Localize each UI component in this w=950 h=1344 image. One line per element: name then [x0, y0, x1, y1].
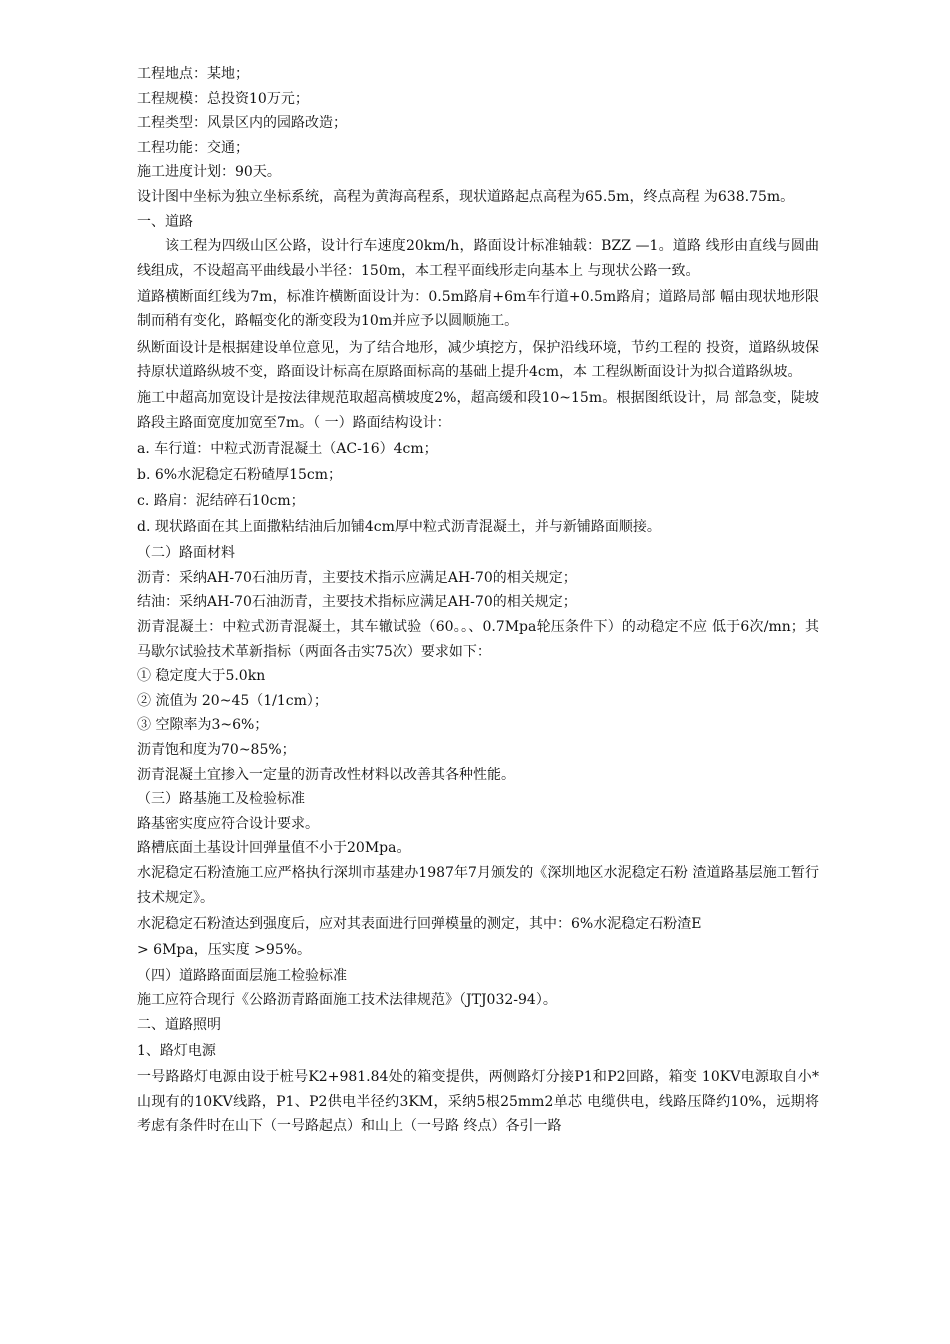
section-lighting-title: 二、道路照明	[137, 1017, 221, 1034]
modulus-test-line-1: 水泥稳定石粉渣达到强度后，应对其表面进行回弹模量的测定，其中：6%水泥稳定石粉渣E	[137, 915, 702, 932]
road-paragraph-4: 施工中超高加宽设计是按法律规范取超高横坡度2%，超高缓和段10~15m。根据图纸设计，局 部急变，陡坡路段主路面宽度加宽至7m。（ 一）路面结构设计：	[137, 390, 819, 431]
info-scale: 工程规模：总投资10万元；	[137, 90, 309, 107]
asphalt-saturation: 沥青饱和度为70~85%；	[137, 742, 296, 759]
document-page	[137, 62, 819, 1139]
cement-paragraph: 水泥稳定石粉渣施工应严格执行深圳市基建办1987年7月颁发的《深圳地区水泥稳定石粉 渣道路基层施工暂行技术规定》。	[137, 865, 819, 906]
structure-item-c: c. 路肩：泥结碎石10cm；	[137, 493, 305, 510]
materials-title: （二）路面材料	[137, 545, 235, 562]
material-asphalt: 沥青：采纳AH-70石油历青，主要技术指示应满足AH-70的相关规定；	[137, 569, 577, 586]
subgrade-title: （三）路基施工及检验标准	[137, 791, 305, 808]
asphalt-modifier: 沥青混凝土宜掺入一定量的沥青改性材料以改善其各种性能。	[137, 766, 515, 783]
requirement-flow: ② 流值为 20~45（1/1cm）；	[137, 692, 328, 709]
structure-item-d: d. 现状路面在其上面撒粘结油后加铺4cm厚中粒式沥青混凝土，并与新铺路面顺接。	[137, 519, 661, 536]
info-type: 工程类型：风景区内的园路改造；	[137, 115, 347, 132]
surface-inspection-standard: 施工应符合现行《公路沥青路面施工技术法律规范》（JTJ032-94）。	[137, 992, 557, 1009]
info-function: 工程功能：交通；	[137, 139, 249, 156]
coordinate-paragraph: 设计图中坐标为独立坐标系统，高程为黄海高程系，现状道路起点高程为65.5m，终点高程 为638.75m。	[137, 188, 795, 205]
structure-item-b: b. 6%水泥稳定石粉碴厚15cm；	[137, 467, 343, 483]
info-location: 工程地点：某地；	[137, 66, 249, 82]
surface-inspection-title: （四）道路路面面层施工检验标准	[137, 967, 347, 984]
section-road-title: 一、道路	[137, 213, 193, 230]
modulus-test-line-2: > 6Mpa，压实度 >95%。	[137, 941, 312, 958]
power-source-paragraph: 一号路路灯电源由设于桩号K2+981.84处的箱变提供，两侧路灯分接P1和P2回路，箱变 10KV电源取自小*山现有的10KV线路，P1、P2供电半径约3KM，采纳5根25mm2单芯 电缆供电，线路压降约10%，远期将考虑有条件时在山下（一号路起点）和山上（一号路 终点）各引一路	[137, 1069, 819, 1135]
subgrade-density: 路基密实度应符合设计要求。	[137, 815, 319, 832]
requirement-voids: ③ 空隙率为3~6%；	[137, 717, 269, 734]
structure-item-a: a. 车行道：中粒式沥青混凝土（AC-16）4cm；	[137, 440, 438, 457]
material-binder: 结油：采纳AH-70石油沥青，主要技术指标应满足AH-70的相关规定；	[137, 594, 577, 611]
asphalt-concrete-paragraph: 沥青混凝土：中粒式沥青混凝土，其车辙试验（60。。、0.7Mpa轮压条件下）的动稳定不应 低于6次/mn；其马歇尔试验技术革新指标（两面各击实75次）要求如下：	[137, 619, 819, 660]
road-paragraph-1: 该工程为四级山区公路，设计行车速度20km/h，路面设计标准轴载：BZZ —1。道路 线形由直线与圆曲线组成，不设超高平曲线最小半径：150m，本工程平面线形走向基本上 与现状公路一致。	[137, 238, 819, 279]
road-paragraph-3: 纵断面设计是根据建设单位意见，为了结合地形，减少填挖方，保护沿线环境，节约工程的 投资，道路纵坡保持原状道路纵坡不变，路面设计标高在原路面标高的基础上提升4cm，本 工程纵断面设计为拟合道路纵坡。	[137, 339, 819, 381]
requirement-stability: ① 稳定度大于5.0kn	[137, 668, 266, 685]
info-schedule: 施工进度计划：90天。	[137, 164, 281, 181]
power-source-title: 1、路灯电源	[137, 1043, 216, 1060]
subgrade-modulus: 路槽底面土基设计回弹量值不小于20Mpa。	[137, 840, 411, 857]
road-paragraph-2: 道路横断面红线为7m，标准许横断面设计为：0.5m路肩+6m车行道+0.5m路肩；道路局部 幅由现状地形限制而稍有变化，路幅变化的渐变段为10m并应予以圆顺施工。	[137, 288, 819, 330]
